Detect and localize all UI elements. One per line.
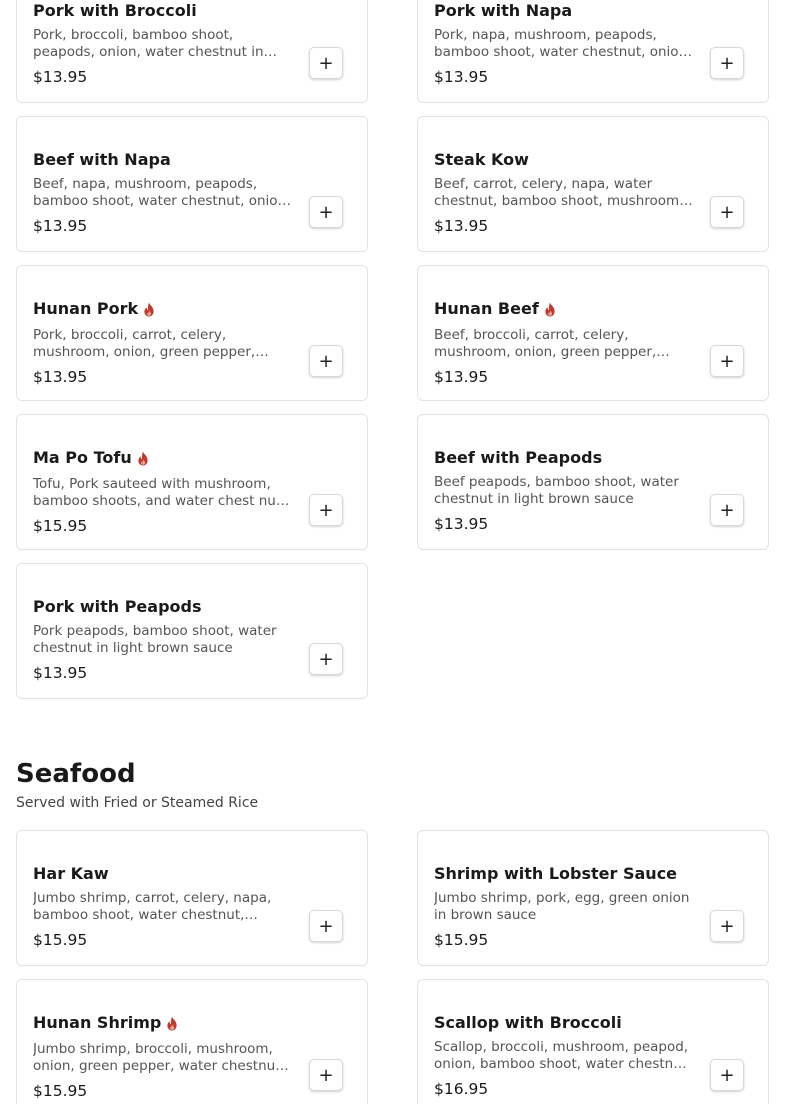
add-to-cart-button[interactable]: + bbox=[309, 196, 343, 228]
menu-item-price: $13.95 bbox=[434, 515, 489, 533]
add-to-cart-button[interactable]: + bbox=[710, 1059, 744, 1091]
menu-item-name bbox=[33, 1, 197, 21]
menu-item-card[interactable] bbox=[16, 563, 368, 699]
menu-item-description: Jumbo shrimp, pork, egg, green onion in brown sauce bbox=[434, 890, 690, 923]
menu-item-description: Beef, broccoli, carrot, celery, mushroom, onion, green pepper, bbox=[434, 327, 657, 360]
menu-item-card[interactable] bbox=[16, 830, 368, 966]
menu-item-name-text: Hunan Shrimp bbox=[33, 1013, 162, 1032]
menu-item-name bbox=[33, 1013, 178, 1033]
menu-item-price: $13.95 bbox=[33, 217, 88, 235]
add-to-cart-button[interactable]: + bbox=[710, 910, 744, 942]
menu-item-card[interactable] bbox=[417, 979, 769, 1104]
menu-item-card[interactable] bbox=[16, 116, 368, 252]
menu-item-card[interactable] bbox=[16, 0, 368, 103]
menu-item-name bbox=[434, 150, 529, 170]
menu-item-card[interactable] bbox=[417, 116, 769, 252]
add-to-cart-button[interactable]: + bbox=[309, 1059, 343, 1091]
menu-item-card[interactable] bbox=[417, 414, 769, 550]
menu-item-card[interactable] bbox=[16, 265, 368, 401]
menu-item-price: $13.95 bbox=[434, 368, 489, 386]
add-to-cart-button[interactable]: + bbox=[710, 47, 744, 79]
menu-item-name-text: Har Kaw bbox=[33, 864, 109, 883]
menu-item-card[interactable] bbox=[417, 830, 769, 966]
menu-item-description: Jumbo shrimp, carrot, celery, napa, bamboo shoot, water chestnut, bbox=[33, 890, 272, 923]
menu-item-price: $15.95 bbox=[33, 1082, 88, 1100]
menu-item-name bbox=[33, 299, 155, 319]
menu-item-price: $16.95 bbox=[434, 1080, 489, 1098]
menu-item-name bbox=[434, 1, 572, 21]
menu-item-name-text: Pork with Broccoli bbox=[33, 1, 197, 20]
section-subtitle-seafood: Served with Fried or Steamed Rice bbox=[16, 795, 259, 811]
add-to-cart-button[interactable]: + bbox=[710, 345, 744, 377]
add-to-cart-button[interactable]: + bbox=[309, 345, 343, 377]
menu-item-description: Beef, napa, mushroom, peapods, bamboo shoot, water chestnut, onion bbox=[33, 176, 287, 209]
menu-item-price: $13.95 bbox=[434, 217, 489, 235]
menu-item-name-text: Steak Kow bbox=[434, 150, 529, 169]
spicy-flame-icon bbox=[166, 1016, 178, 1031]
add-to-cart-button[interactable]: + bbox=[710, 494, 744, 526]
add-to-cart-button[interactable]: + bbox=[309, 494, 343, 526]
add-to-cart-button[interactable]: + bbox=[710, 196, 744, 228]
menu-item-name bbox=[434, 864, 677, 884]
menu-item-description: Pork peapods, bamboo shoot, water chestnut in light brown sauce bbox=[33, 623, 277, 656]
menu-item-description: Beef, carrot, celery, napa, water chestnut, bamboo shoot, mushroom bbox=[434, 176, 680, 209]
menu-item-description: Beef peapods, bamboo shoot, water chestnut in light brown sauce bbox=[434, 474, 679, 507]
menu-item-name-text: Beef with Napa bbox=[33, 150, 171, 169]
menu-item-description: Scallop, broccoli, mushroom, peapod, onion, bamboo shoot, water chestnut bbox=[434, 1039, 689, 1072]
add-to-cart-button[interactable]: + bbox=[309, 47, 343, 79]
add-to-cart-button[interactable]: + bbox=[309, 643, 343, 675]
menu-item-price: $13.95 bbox=[434, 68, 489, 86]
menu-item-name-text: Shrimp with Lobster Sauce bbox=[434, 864, 678, 883]
menu-item-card[interactable] bbox=[16, 979, 368, 1104]
menu-item-name-text: Pork with Peapods bbox=[33, 597, 202, 616]
menu-item-description: Pork, napa, mushroom, peapods, bamboo shoot, water chestnut, onion bbox=[434, 27, 688, 60]
menu-item-description: Tofu, Pork sauteed with mushroom, bamboo shoots, and water chest nut bbox=[33, 476, 282, 509]
menu-item-card[interactable] bbox=[417, 0, 769, 103]
menu-item-description: Jumbo shrimp, broccoli, mushroom, onion, green pepper, water chestnut bbox=[33, 1041, 281, 1074]
section-title-seafood: Seafood bbox=[16, 759, 136, 789]
seafood-menu-grid bbox=[16, 830, 769, 1104]
menu-item-name bbox=[434, 1013, 622, 1033]
menu-item-price: $13.95 bbox=[33, 368, 88, 386]
menu-item-price: $15.95 bbox=[33, 931, 88, 949]
menu-item-name-text: Hunan Beef bbox=[434, 299, 539, 318]
menu-item-name bbox=[33, 150, 171, 170]
menu-item-name-text: Hunan Pork bbox=[33, 299, 139, 318]
menu-item-description: Pork, broccoli, carrot, celery, mushroom, onion, green pepper, bbox=[33, 327, 256, 360]
menu-item-name-text: Beef with Peapods bbox=[434, 448, 603, 467]
spicy-flame-icon bbox=[544, 302, 556, 317]
menu-item-description: Pork, broccoli, bamboo shoot, peapods, onion, water chestnut in bbox=[33, 27, 264, 60]
menu-item-name bbox=[33, 864, 109, 884]
menu-item-price: $13.95 bbox=[33, 68, 88, 86]
add-to-cart-button[interactable]: + bbox=[309, 910, 343, 942]
menu-item-name bbox=[33, 597, 202, 617]
spicy-flame-icon bbox=[143, 302, 155, 317]
beef-pork-menu-grid bbox=[16, 0, 769, 699]
menu-item-price: $13.95 bbox=[33, 664, 88, 682]
menu-item-price: $15.95 bbox=[33, 517, 88, 535]
spicy-flame-icon bbox=[137, 451, 149, 466]
menu-item-name bbox=[434, 448, 602, 468]
menu-item-name bbox=[434, 299, 556, 319]
menu-item-name-text: Scallop with Broccoli bbox=[434, 1013, 622, 1032]
menu-item-price: $15.95 bbox=[434, 931, 489, 949]
menu-item-name bbox=[33, 448, 149, 468]
menu-item-name-text: Ma Po Tofu bbox=[33, 448, 132, 467]
menu-item-card[interactable] bbox=[16, 414, 368, 550]
menu-item-name-text: Pork with Napa bbox=[434, 1, 573, 20]
menu-item-card[interactable] bbox=[417, 265, 769, 401]
